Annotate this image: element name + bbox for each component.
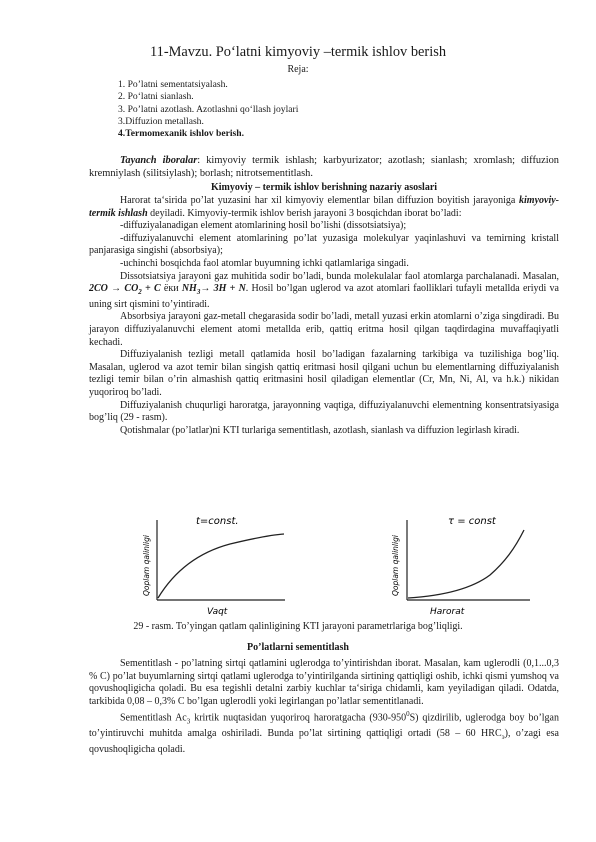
text-run: ), o’zagi esa qovushoqligicha qoladi. <box>89 728 559 755</box>
paragraph: Sementitlash - po’latning sirtqi qatlamini uglerodga to’yintirishdan iborat. Masalan, kam uglerodli (0,1...0,3 % C) po’lat buyumlarning sirtqi qatlami uglerodga to’yintirilganda sirtining qattiqligi oshib, ichki qismi yumshoq va qovushoqligicha qoladi. Bu esa tegishli detalni zarbiy kuchlar ta‘siriga chidamli, kam yeyiladigan qiladi. Odatda, tarkibida 0,08 – 0,3% C bo’lgan uglerodli yoki legirlangan po’latlar sementitlanadi. <box>89 658 559 707</box>
paragraph <box>89 271 559 312</box>
figure-29 <box>0 510 596 620</box>
plan-item: 4.Termomexanik ishlov berish. <box>118 128 244 140</box>
text-run: Dissotsiatsiya jarayoni gaz muhitida sodir bo’ladi, bunda molekulalar faol atomlarga parchalanadi. Masalan, <box>120 270 559 282</box>
keywords-paragraph <box>89 154 559 180</box>
superscript: 0 <box>406 710 410 719</box>
paragraph: Diffuziyalanish chuqurligi haroratga, jarayonning vaqtiga, diffuziyalanuvchi elementning konsentratsiyasiga bog’liq (29 - rasm). <box>89 399 559 424</box>
section-heading: Po’latlarni sementitlash <box>247 642 349 653</box>
text-run: krirtik nuqtasidan yuqoriroq haroratgacha (930-950 <box>190 712 407 724</box>
plan-list <box>118 79 298 140</box>
body-text <box>89 658 559 756</box>
graph-top-label: τ = const <box>448 516 496 527</box>
y-axis-label: Qoplam qalinligi <box>391 535 400 596</box>
plan-item: 1. Po’latni sementatsiyalash. <box>118 79 228 90</box>
subscript: 3 <box>196 288 201 297</box>
text-run: ёки <box>160 283 182 295</box>
y-axis-label: Qoplam qalinligi <box>142 535 151 596</box>
paragraph: Absorbsiya jarayoni gaz-metall chegarasida sodir bo’ladi, metall yuzasi erkin atomlarni o’ziga singdiradi. Bu jarayon diffuziyalanuvchi element atomi metallda erib, qattiq eritma hosil qilgan taqdirdagina muvaffaqiyatli kechadi. <box>89 311 559 348</box>
right-graph <box>391 516 530 617</box>
text-run: . Hosil bo’lgan uglerod va azot atomlari faolliklari tufayli metallda eriydi va uning sirt qismini to’yintiradi. <box>89 283 559 310</box>
text-run: Harorat ta‘sirida po’lat yuzasini har xil kimyoviy elementlar bilan diffuzion boyitish jarayoniga <box>120 195 520 206</box>
subscript: 3 <box>186 717 191 726</box>
x-axis-label: Vaqt <box>207 607 228 617</box>
plan-item: 3. Po’latni azotlash. Azotlashni qo‘llash joylari <box>118 103 299 115</box>
left-graph <box>142 516 285 617</box>
list-item: -uchinchi bosqichda faol atomlar buyumning ichki qatlamlariga singadi. <box>120 257 409 269</box>
term: kimyoviy-termik ishlash <box>89 195 559 219</box>
subscript: 2 <box>138 288 142 297</box>
growth-curve <box>408 530 524 598</box>
paragraph: Diffuziyalanish tezligi metall qatlamida hosil bo’ladigan fazalarning tarkibiga va tuzilishiga bog’liq. Masalan, uglerod va azot temir bilan singish qattiq eritmasi hosil qilgani uchun bu elementlarning diffuziyalanish tezligi temir bilan o’rin almashish qattiq eritmasini hosil qiladigan elementlar (Cr, Mn, Ni, Al, va h.k.) nikidan yuqoriroq bo’ladi. <box>89 349 559 398</box>
body-text <box>89 154 559 437</box>
figure-caption: 29 - rasm. To’yingan qatlam qalinligining KTI jarayoni parametrlariga bog’liqligi. <box>133 621 463 632</box>
figure-graphs <box>0 510 596 620</box>
keywords-label: Tayanch iboralar <box>120 155 198 166</box>
plan-label: Reja: <box>287 64 309 75</box>
graph-top-label: t=const. <box>196 516 239 527</box>
text-run: deyiladi. Kimyoviy-termik ishlov berish jarayoni 3 bosqichdan iborat bo’ladi: <box>147 207 462 219</box>
section-heading: Kimyoviy – termik ishlov berishning nazariy asoslari <box>210 182 438 194</box>
page-title: 11-Mavzu. Po‘latni kimyoviy –termik ishlov berish <box>149 44 447 60</box>
text-run: S) qizdirilib, uglerodga boy bo’lgan to’yintiruvchi muhitda amalga oshiriladi. Bunda po’lat sirtining qattiqligi ortadi (58 – 60 HRC <box>89 712 559 740</box>
x-axis-label: Harorat <box>430 607 465 617</box>
plan-item: 2. Po‘latni sianlash. <box>118 91 194 103</box>
formula: 2CO → CO <box>89 283 139 295</box>
paragraph <box>89 708 559 756</box>
paragraph: Qotishmalar (po’latlar)ni KTI turlariga sementitlash, azotlash, sianlash va diffuzion legirlash kiradi. <box>120 424 520 436</box>
formula: + C <box>141 283 161 295</box>
subscript: э <box>501 733 505 742</box>
list-item: -diffuziyalanuvchi element atomlarining po’lat yuzasiga molekulyar yaqinlashuvi va temirning kristall panjarasiga singishi (absorbsiya); <box>89 232 559 257</box>
list-item: -diffuziyalanadigan element atomlarining hosil bo’lishi (dissotsiatsiya); <box>120 220 407 232</box>
text-run: Sementitlash Ac <box>120 712 187 724</box>
growth-curve <box>158 534 284 598</box>
keywords-text: : kimyoviy termik ishlash; karbyurizator; azotlash; sianlash; xromlash; diffuzion kremniylash (silitsiylash); borlash; nitrotsementitlash. <box>89 155 559 180</box>
paragraph <box>89 195 559 220</box>
plan-item: 3.Diffuzion metallash. <box>118 115 204 127</box>
formula: NH <box>181 283 197 295</box>
formula: → 3H + N <box>200 283 246 295</box>
